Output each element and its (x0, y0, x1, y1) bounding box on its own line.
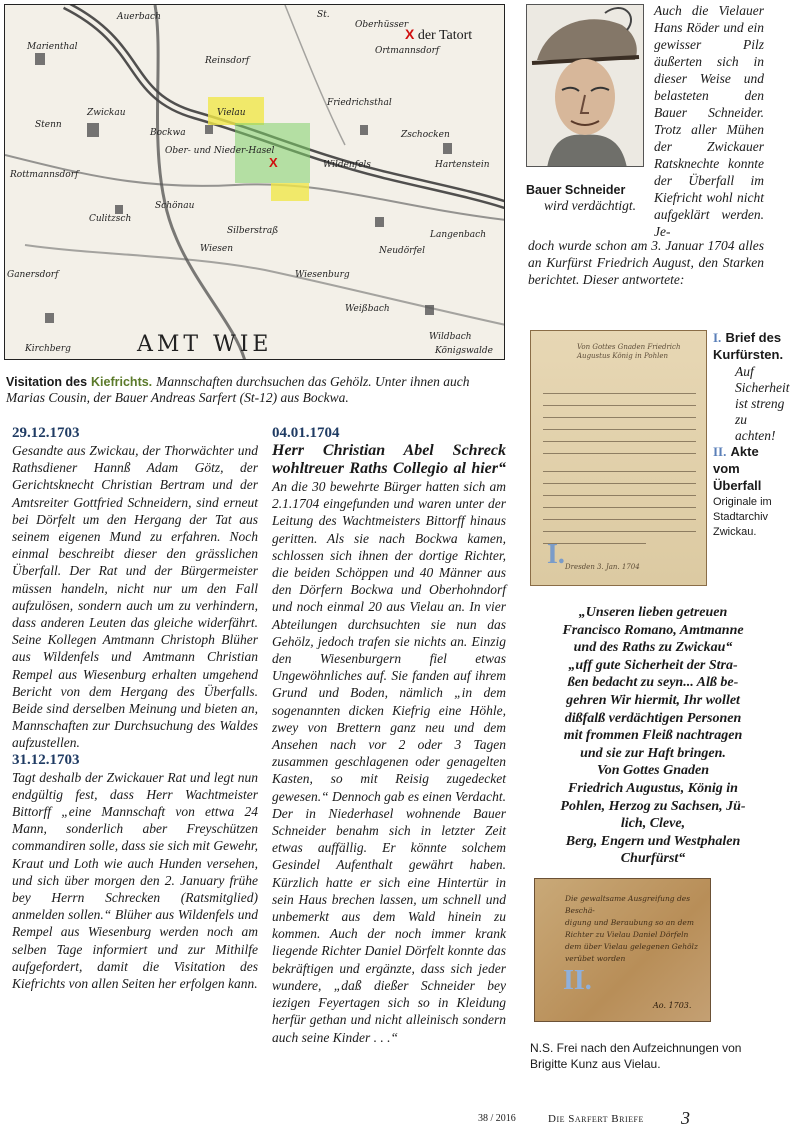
svg-text:Langenbach: Langenbach (430, 230, 486, 240)
column-2-text: An die 30 bewehrte Bürger hatten sich am 2.1.1704 eingefunden und waren unter der Leitung des Wachtmeisters Bittorff hinaus geritten. Als sie nach Bockwa kamen, schlossen sich ihnen der dortige Richter, die beiden Schöppen und 40 Männer aus den Dörfern Bockwa und Oberhohndorf und noch einmal 20 aus Vielau an. In vier Abteilungen durchsuchten sie nun das Gehölz, jedoch trafen sie nichts an. Einzig den Wiesenburgern fiel etwas Ungewöhnliches auf. Sie fanden auf ihrem Grund und Boden, nämlich „in dem sogenannten dicken Kiefrig eine Höhle, zwey von Brettern ganz neu und dem Ansehen nach vor 2 oder 3 Tagen zusammen geschlagenen oder genagelten Kasten, so mit Reisig zugedecket gewesen.“ Dennoch gab es einen Verdacht. Der in Niederhasel wohnende Bauer Schneider benahm sich in letzter Zeit etwas auffällig. Er könnte solchem Gesindel Aufenthalt gewährt haben. Kürzlich hatte er sich eine Hintertür in sein Haus brechen lassen, um schnell und unbemerkt aus dem Wald hinein zu kommen. Auch der noch immer krank liegende Richter Daniel Dörfelt konnte das bekräftigen und ergänzte, dass sich jeder wundere, „daß dießer Schneider bey iezigen Feyertagen sich so in Kleidung herfür gethan und nicht alleinisch sondern auch seine Kinder . . .“ (272, 479, 506, 1045)
svg-text:Neudörfel: Neudörfel (379, 246, 426, 256)
svg-text:Weißbach: Weißbach (345, 304, 390, 314)
footer-issue: 38 / 2016 (478, 1113, 516, 1124)
portrait-caption-name: Bauer Schneider (526, 183, 626, 197)
svg-text:Stenn: Stenn (35, 120, 62, 130)
tatort-mark: X (405, 26, 415, 42)
svg-text:Marienthal: Marienthal (27, 42, 78, 52)
quote-line: Berg, Engern und Westphalen (565, 833, 741, 849)
footer-title: Die Sarfert Briefe (548, 1113, 644, 1125)
map-caption-keyword: Kiefrichts. (91, 375, 153, 389)
quote-line: und sie zur Haft bringen. (580, 745, 726, 761)
quote-line: mit frommen Fleiß nachtragen (563, 728, 743, 744)
column-2-heading: Herr Christian Abel Schreck wohltreuer Raths Collegio al hier“ (272, 442, 506, 477)
svg-text:Wiesenburg: Wiesenburg (295, 270, 350, 280)
map-caption-lead: Visitation des (6, 375, 88, 389)
date-29-12-1703: 29.12.1703 (12, 425, 80, 441)
portrait-caption (526, 182, 644, 214)
legend-t2: Akte vom Überfall (713, 444, 762, 493)
document-akte-ueberfall (534, 878, 711, 1022)
doc2-mark: II. (563, 965, 592, 996)
portrait-bauer-schneider (526, 4, 644, 167)
quote-line: ßen bedacht zu seyn... Alß be- (567, 675, 739, 691)
map-legend-tatort (405, 26, 472, 44)
doc2-year: Ao. 1703. (653, 1001, 692, 1010)
map-caption-text: Mannschaften durchsuchen das Gehölz. Unter ihnen auch Marias Cousin, der Bauer Andreas Sarfert (St-12) aus Bockwa. (6, 374, 470, 405)
portrait-drawing (527, 5, 644, 167)
legend-note: Auf Sicherheit ist streng zu achten! (735, 364, 790, 443)
column-1-text-1: Gesandte aus Zwickau, der Thorwächter und Rathsdiener Hannß Adam Götz, der Gerichtsknecht Christian Bertram und der Amtsreiter Gottfried Schneidern, sind erneut bei Dörfelt um den Hergang der Tat aus seinem eigenen Mund zu erfahren. Noch einmal beschreibt dieser den grässlichen Überfall. Der Rat und der Bürgermeister müssen handeln, nicht nur um den Fall aufzulösen, sondern auch um zu verhindern, dass anderen Leuten das gleiche widerfährt. Seine Kollegen Amtmann Christoph Blüher aus Wildenfels und Amtmann Christian Rempel aus Wiesenburg erhalten umgehend Bericht von dem Hergang des Überfalls. Beide sind derselben Meinung und bieten an, Mannschaften zur Durchsuchung des Waldes aufzustellen. (12, 443, 258, 751)
doc2-text (565, 893, 705, 965)
svg-text:X: X (269, 155, 278, 170)
svg-text:Rottmannsdorf: Rottmannsdorf (10, 170, 79, 180)
doc2-line: verübet worden (565, 954, 626, 963)
svg-text:Friedrichsthal: Friedrichsthal (327, 98, 392, 108)
column-2 (272, 425, 506, 1046)
svg-text:Wildbach: Wildbach (429, 332, 472, 342)
svg-text:Auerbach: Auerbach (117, 12, 161, 22)
svg-text:Ortmannsdorf: Ortmannsdorf (375, 46, 440, 56)
quote-line: Friedrich Augustus, König in (568, 780, 738, 796)
right-text-upper: Auch die Vielauer Hans Röder und ein gewisser Pilz äußerten sich in dieser Weise und belasteten den Bauer Schneider. Trotz aller Mühen der Zwickauer Ratsknechte konnte der Überfall im Kiefricht wohl nicht aufgeklärt werden. Je- (654, 3, 764, 239)
quote-line: lich, Cleve, (620, 816, 686, 832)
doc1-date-line: Dresden 3. Jan. 1704 (565, 563, 640, 571)
quote-line: „Unseren lieben getreuen (578, 605, 728, 620)
svg-text:Bockwa: Bockwa (150, 128, 186, 138)
quote-line: Churfürst“ (620, 851, 686, 867)
quote-line: und des Raths zu Zwickau“ (573, 640, 733, 656)
quote-line: „uff gute Sicherheit der Stra- (568, 657, 738, 673)
svg-text:Wildenfels: Wildenfels (323, 160, 371, 170)
svg-text:Silberstraß: Silberstraß (227, 226, 279, 236)
source-note: N.S. Frei nach den Aufzeichnungen von Brigitte Kunz aus Vielau. (530, 1041, 742, 1071)
svg-text:St.: St. (317, 10, 330, 20)
svg-text:Zschocken: Zschocken (401, 130, 450, 140)
doc2-line: Die gewaltsame Ausgreifung des Beschä- (565, 894, 691, 915)
svg-text:Ober- und Nieder-Hasel: Ober- und Nieder-Hasel (165, 146, 275, 156)
documents-legend (713, 330, 789, 540)
quote-line: dißfalß verdächtigen Personen (564, 710, 742, 726)
right-text-lower: doch wurde schon am 3. Januar 1704 alles an Kurfürst Friedrich August, den Starken berichtet. Dieser antwortete: (528, 238, 764, 287)
map-caption (6, 374, 502, 406)
doc1-mark: I. (547, 539, 565, 570)
schedewitz-highlight (271, 183, 309, 201)
svg-text:Vielau: Vielau (217, 108, 246, 118)
legend-t1: Brief des Kurfürsten. (713, 330, 784, 362)
svg-text:Ganersdorf: Ganersdorf (7, 270, 59, 280)
svg-text:Schönau: Schönau (155, 201, 195, 211)
svg-text:Culitzsch: Culitzsch (89, 214, 132, 224)
quote-line: gehren Wir hiermit, Ihr wollet (566, 692, 740, 708)
svg-text:Zwickau: Zwickau (87, 108, 126, 118)
column-1-text-2: Tagt deshalb der Zwickauer Rat und legt nun endgültig fest, dass Herr Wachtmeister Bittorff „eine Mannschaft von ettwa 24 Mann, sonderlich aber Freyschützen commandiren solle, dass sie sich mit Gewehr, Kraut und Loth wie auch Hunden versehen, und sich über morgen den 2. January frühe bey Herrn Schrecken (Ratsmitglied) anmelden sollen.“ Blüher aus Wildenfels und Rempel aus Wiesenburg werden noch am selben Tage informiert und zur Mithilfe aufgefordert, damit die Visitation des Kiefrichts von allen Seiten her erfolgen kann. (12, 769, 258, 992)
historical-map (4, 4, 505, 360)
doc1-header: Von Gottes Gnaden Friedrich Augustus König in Pohlen (577, 343, 681, 360)
kurfuerst-quote (520, 604, 786, 868)
svg-text:Königswalde: Königswalde (435, 346, 493, 356)
portrait-caption-rest: wird verdächtigt. (544, 198, 636, 213)
quote-line: Pohlen, Herzog zu Sachsen, Jü- (560, 798, 746, 814)
column-1 (12, 425, 258, 992)
document-letter-kurfuerst (530, 330, 707, 586)
svg-text:Hartenstein: Hartenstein (435, 160, 490, 170)
date-31-12-1703: 31.12.1703 (12, 751, 80, 768)
legend-n2: II. (713, 444, 727, 459)
map-amt-label: AMT WIE (137, 332, 273, 357)
svg-text:Reinsdorf: Reinsdorf (205, 56, 250, 66)
tatort-label: der Tatort (417, 28, 473, 43)
svg-text:Wiesen: Wiesen (200, 244, 234, 254)
legend-originals: Originale im Stadtarchiv Zwickau. (713, 496, 772, 538)
legend-n1: I. (713, 330, 722, 345)
svg-text:Oberhüsser: Oberhüsser (355, 20, 409, 30)
doc2-line: digung und Beraubung so an dem (565, 918, 694, 927)
map-drawing (5, 5, 505, 360)
doc2-line: Richter zu Vielau Daniel Dörfeln (565, 930, 689, 939)
quote-line: Von Gottes Gnaden (596, 763, 710, 779)
quote-line: Francisco Romano, Amtmanne (562, 622, 744, 638)
doc2-line: dem über Vielau gelegenen Gehölz (565, 942, 698, 951)
date-04-01-1704: 04.01.1704 (272, 425, 340, 441)
svg-text:Kirchberg: Kirchberg (25, 344, 71, 354)
footer-page-number: 3 (681, 1108, 690, 1128)
